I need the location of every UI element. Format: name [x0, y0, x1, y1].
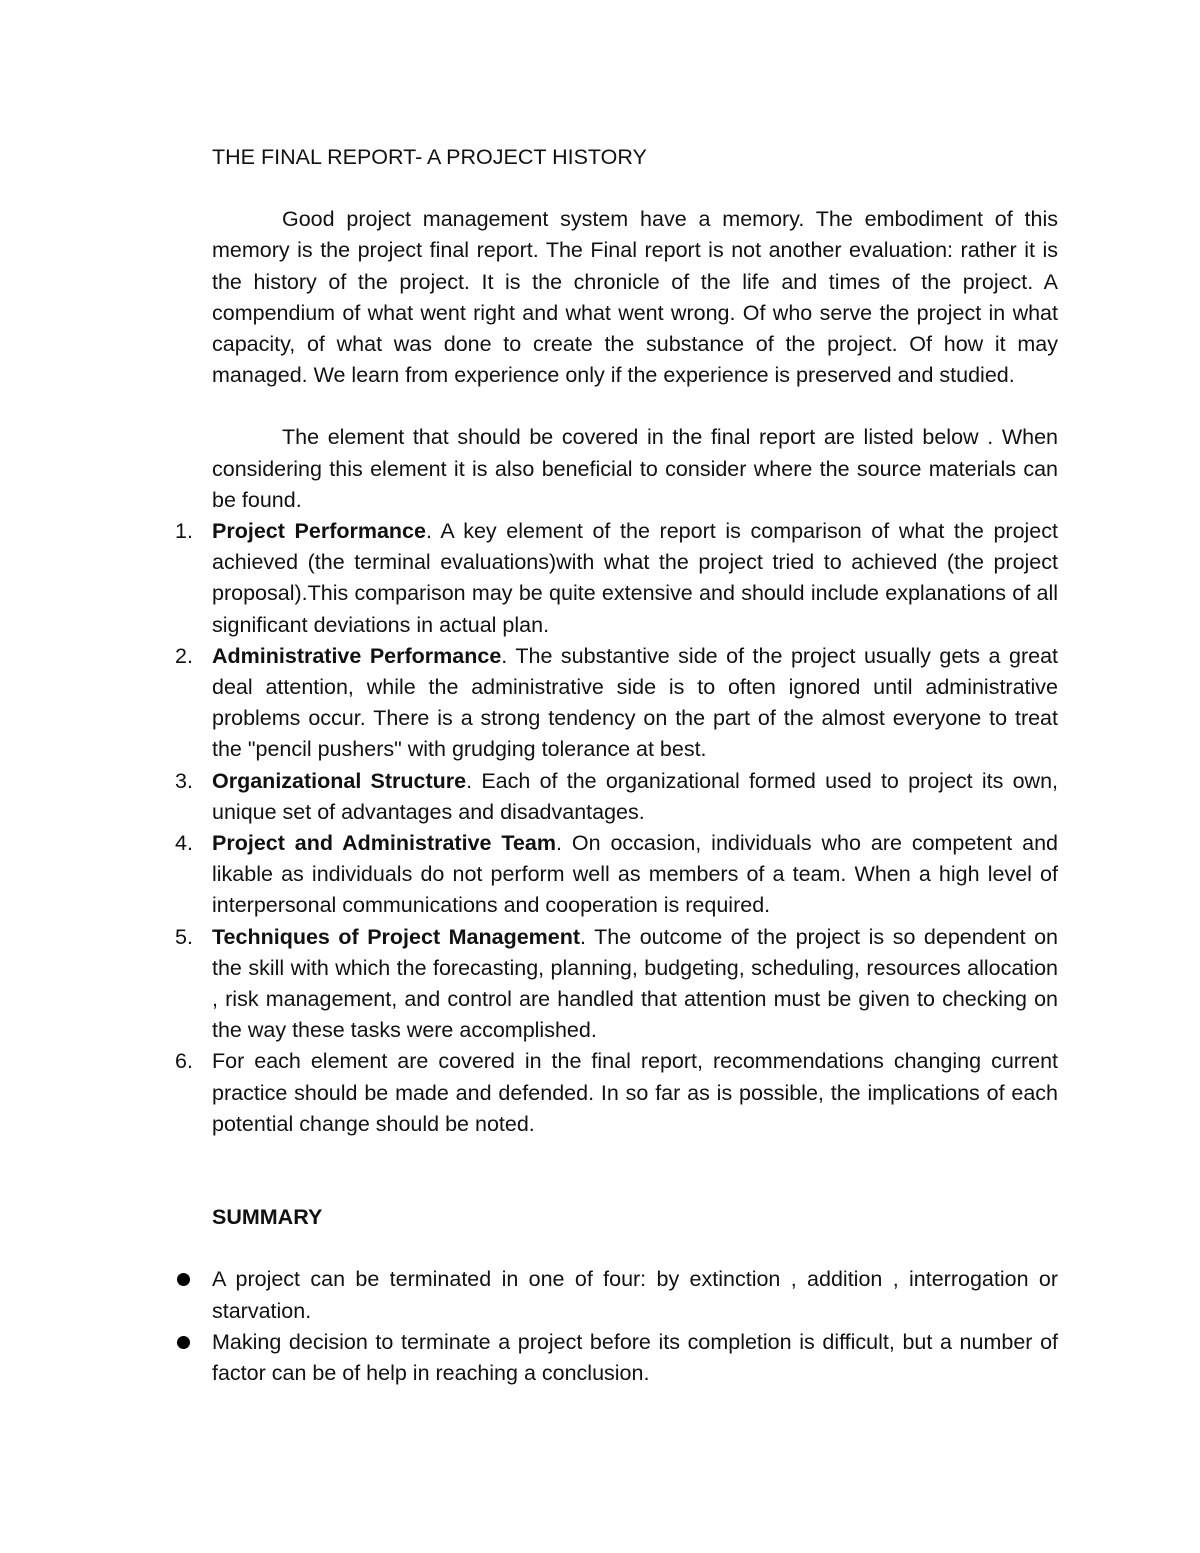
summary-list [212, 1264, 1058, 1389]
list-item [175, 1046, 1058, 1140]
list-number: 6. [175, 1049, 193, 1074]
list-number: 2. [175, 643, 193, 668]
intro-paragraph-2: The element that should be covered in the final report are listed below . When considering this element it is also beneficial to consider where the source materials can be found. [212, 425, 1058, 512]
paragraph-spacer [212, 1140, 1058, 1171]
element-heading: Techniques of Project Management [212, 924, 581, 949]
element-text: . Each of the organizational formed used to project its own, unique set of advantages and disadvantages. [212, 768, 1058, 824]
paragraph-spacer [212, 1233, 1058, 1264]
summary-item-text: Making decision to terminate a project before its completion is difficult, but a number of factor can be of help in reaching a conclusion. [212, 1329, 1058, 1385]
element-heading: Administrative Performance [212, 643, 502, 668]
list-number: 5. [175, 924, 193, 949]
element-heading: Project Performance [212, 519, 426, 544]
intro-paragraph-1: Good project management system have a memory. The embodiment of this memory is the project final report. The Final report is not another evaluation: rather it is the history of the project. It is the chronicle of the life and times of the project. A compendium of what went right and what went wrong. Of who serve the project in what capacity, of what was done to create the substance of the project. Of how it may managed. We learn from experience only if the experience is preserved and studied. [212, 207, 1058, 388]
report-elements-list [175, 516, 1058, 1140]
list-number: 3. [175, 768, 193, 793]
summary-item-text: A project can be terminated in one of four: by extinction , addition , interrogation or starvation. [212, 1267, 1058, 1323]
document-title: THE FINAL REPORT- A PROJECT HISTORY [212, 145, 647, 169]
element-text: . A key element of the report is comparison of what the project achieved (the terminal evaluations)with what the project tried to achieved (the project proposal).This comparison may be quite extensive and should include explanations of all significant deviations in actual plan. [212, 519, 1058, 637]
bullet-icon [177, 1336, 190, 1349]
element-heading: Organizational Structure [212, 768, 467, 793]
list-item [212, 1264, 1058, 1326]
element-heading: Project and Administrative Team [212, 831, 556, 856]
list-item [175, 828, 1058, 922]
paragraph-spacer [212, 1171, 1058, 1202]
summary-heading: SUMMARY [212, 1205, 323, 1230]
paragraph-spacer [212, 391, 1058, 422]
list-item [175, 922, 1058, 1047]
element-text: For each element are covered in the final report, recommendations changing current practice should be made and defended. In so far as is possible, the implications of each potential change should be noted. [212, 1049, 1058, 1136]
list-number: 4. [175, 831, 193, 856]
element-text: . On occasion, individuals who are competent and likable as individuals do not perform well as members of a team. When a high level of interpersonal communications and cooperation is required. [212, 831, 1058, 918]
list-item [175, 641, 1058, 766]
list-item [212, 1327, 1058, 1389]
list-number: 1. [175, 519, 193, 544]
element-text: . The substantive side of the project usually gets a great deal attention, while the administrative side is to often ignored until administrative problems occur. There is a strong tendency on the part of the almost everyone to treat the "pencil pushers" with grudging tolerance at best. [212, 643, 1058, 762]
list-item [175, 516, 1058, 641]
bullet-icon [177, 1273, 190, 1286]
list-item [175, 766, 1058, 828]
element-text: . The outcome of the project is so dependent on the skill with which the forecasting, planning, budgeting, scheduling, resources allocation , risk management, and control are handled that attention must be given to checking on the way these tasks were accomplished. [212, 924, 1058, 1043]
document-body [175, 142, 1058, 1389]
